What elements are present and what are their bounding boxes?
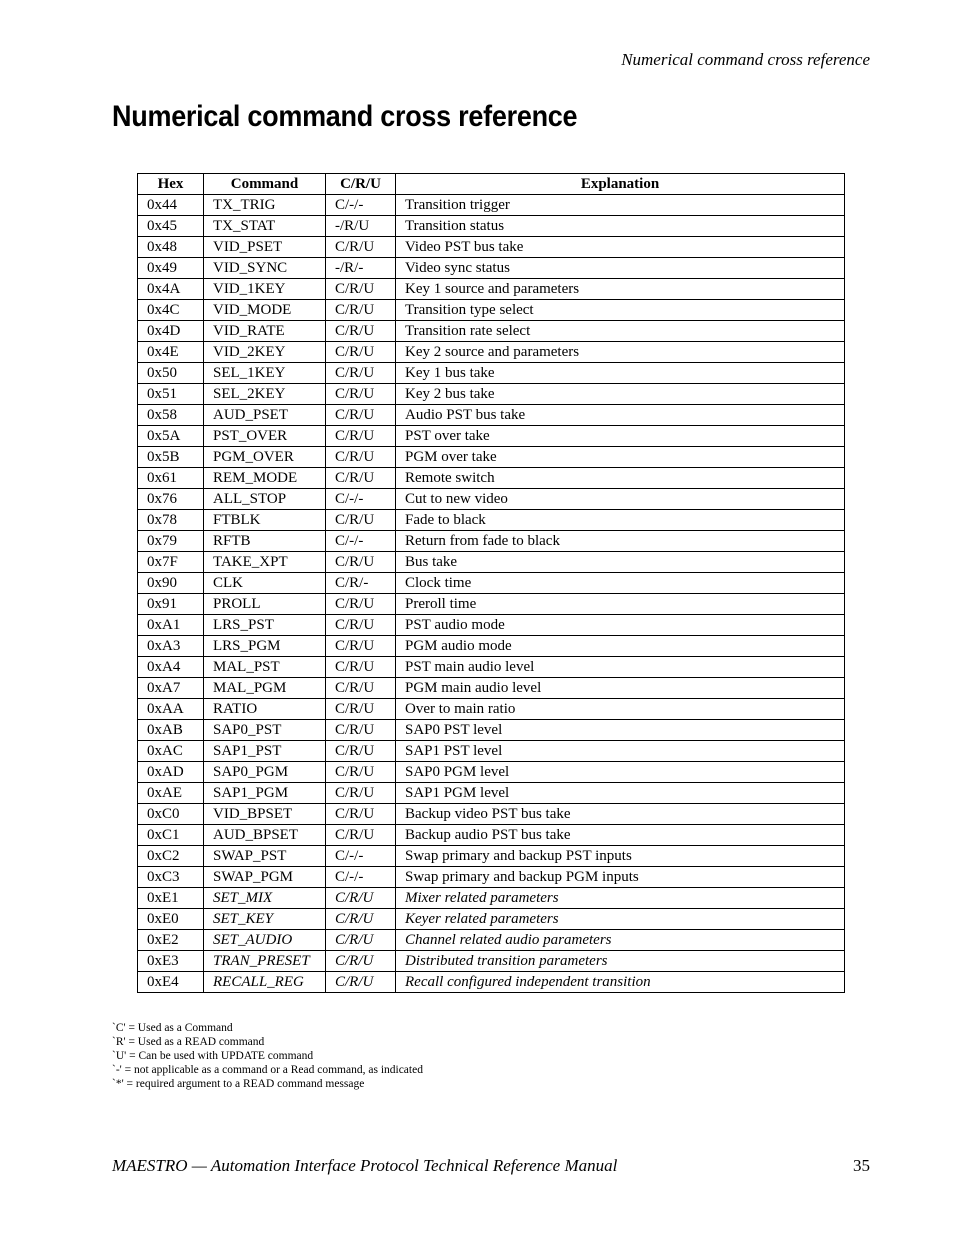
cell-command: LRS_PGM (204, 636, 326, 657)
cell-command: SEL_2KEY (204, 384, 326, 405)
cell-command: CLK (204, 573, 326, 594)
table-row (138, 279, 845, 300)
cell-hex: 0x45 (138, 216, 204, 237)
cell-hex: 0xE2 (138, 930, 204, 951)
table-row (138, 846, 845, 867)
cell-command: SWAP_PGM (204, 867, 326, 888)
table-row (138, 468, 845, 489)
cell-explanation: Key 1 bus take (396, 363, 845, 384)
legend-item: `U' = Can be used with UPDATE command (112, 1050, 314, 1062)
cell-cru: C/R/U (326, 657, 396, 678)
table-row (138, 531, 845, 552)
cell-explanation: Video PST bus take (396, 237, 845, 258)
cell-command: LRS_PST (204, 615, 326, 636)
cell-command: VID_SYNC (204, 258, 326, 279)
page-title: Numerical command cross reference (112, 100, 578, 133)
table-row (138, 552, 845, 573)
cell-command: ALL_STOP (204, 489, 326, 510)
table-row (138, 762, 845, 783)
cell-hex: 0xA3 (138, 636, 204, 657)
cell-cru: C/R/- (326, 573, 396, 594)
table-row (138, 321, 845, 342)
cell-cru: C/R/U (326, 804, 396, 825)
command-table (137, 173, 845, 993)
cell-command: VID_PSET (204, 237, 326, 258)
cell-explanation: Swap primary and backup PST inputs (396, 846, 845, 867)
footer-manual-title: MAESTRO — Automation Interface Protocol Technical Reference Manual (112, 1156, 618, 1175)
cell-cru: C/R/U (326, 342, 396, 363)
cell-command: SAP0_PGM (204, 762, 326, 783)
cell-cru: C/-/- (326, 195, 396, 216)
cell-command: FTBLK (204, 510, 326, 531)
cell-cru: C/-/- (326, 531, 396, 552)
legend (112, 1021, 423, 1091)
cell-explanation: Key 1 source and parameters (396, 279, 845, 300)
cell-hex: 0xAE (138, 783, 204, 804)
table-row (138, 384, 845, 405)
cell-explanation: Distributed transition parameters (396, 951, 845, 972)
column-header-cru: C/R/U (326, 174, 396, 195)
cell-explanation: Bus take (396, 552, 845, 573)
table-row (138, 972, 845, 993)
cell-cru: -/R/- (326, 258, 396, 279)
cell-hex: 0x5B (138, 447, 204, 468)
cell-command: PROLL (204, 594, 326, 615)
cell-cru: C/R/U (326, 741, 396, 762)
cell-cru: C/R/U (326, 279, 396, 300)
cell-hex: 0x78 (138, 510, 204, 531)
cell-cru: C/R/U (326, 321, 396, 342)
cell-cru: C/R/U (326, 426, 396, 447)
cell-cru: C/R/U (326, 510, 396, 531)
cell-explanation: PST over take (396, 426, 845, 447)
cell-hex: 0x7F (138, 552, 204, 573)
cell-command: VID_RATE (204, 321, 326, 342)
cell-command: MAL_PGM (204, 678, 326, 699)
table-row (138, 783, 845, 804)
table-row (138, 342, 845, 363)
legend-item: `*' = required argument to a READ command message (112, 1078, 365, 1090)
cell-hex: 0x51 (138, 384, 204, 405)
cell-hex: 0x79 (138, 531, 204, 552)
cell-hex: 0x4E (138, 342, 204, 363)
cell-command: TRAN_PRESET (204, 951, 326, 972)
table-row (138, 888, 845, 909)
cell-command: SAP0_PST (204, 720, 326, 741)
table-row (138, 510, 845, 531)
cell-explanation: Video sync status (396, 258, 845, 279)
cell-command: SAP1_PST (204, 741, 326, 762)
table-row (138, 909, 845, 930)
cell-command: VID_MODE (204, 300, 326, 321)
cell-hex: 0xC0 (138, 804, 204, 825)
cell-explanation: PST main audio level (396, 657, 845, 678)
cell-cru: C/R/U (326, 825, 396, 846)
cell-explanation: Keyer related parameters (396, 909, 845, 930)
cell-command: AUD_PSET (204, 405, 326, 426)
cell-explanation: Recall configured independent transition (396, 972, 845, 993)
cell-command: RECALL_REG (204, 972, 326, 993)
table-row (138, 951, 845, 972)
cell-hex: 0xA1 (138, 615, 204, 636)
table-body (138, 195, 845, 993)
cell-cru: C/R/U (326, 552, 396, 573)
cell-hex: 0xC2 (138, 846, 204, 867)
cell-cru: C/R/U (326, 636, 396, 657)
table-row (138, 426, 845, 447)
cell-cru: C/R/U (326, 720, 396, 741)
cell-cru: C/R/U (326, 762, 396, 783)
cell-cru: C/-/- (326, 867, 396, 888)
cell-cru: C/R/U (326, 447, 396, 468)
cell-cru: C/R/U (326, 930, 396, 951)
cell-hex: 0x5A (138, 426, 204, 447)
legend-item: `-' = not applicable as a command or a Read command, as indicated (112, 1064, 423, 1076)
cell-explanation: Key 2 source and parameters (396, 342, 845, 363)
table-header-row (138, 174, 845, 195)
cell-explanation: Channel related audio parameters (396, 930, 845, 951)
cell-hex: 0x76 (138, 489, 204, 510)
cell-hex: 0xC3 (138, 867, 204, 888)
cell-hex: 0xAD (138, 762, 204, 783)
cell-hex: 0x44 (138, 195, 204, 216)
cell-hex: 0x58 (138, 405, 204, 426)
legend-item: `C' = Used as a Command (112, 1022, 233, 1034)
cell-hex: 0x49 (138, 258, 204, 279)
cell-cru: -/R/U (326, 216, 396, 237)
cell-hex: 0xE4 (138, 972, 204, 993)
table-row (138, 363, 845, 384)
cell-explanation: Return from fade to black (396, 531, 845, 552)
cell-explanation: Cut to new video (396, 489, 845, 510)
cell-explanation: SAP0 PGM level (396, 762, 845, 783)
cell-hex: 0xE1 (138, 888, 204, 909)
cell-hex: 0x91 (138, 594, 204, 615)
cell-cru: C/R/U (326, 972, 396, 993)
cell-explanation: Key 2 bus take (396, 384, 845, 405)
table-row (138, 615, 845, 636)
cell-hex: 0x4A (138, 279, 204, 300)
table-row (138, 405, 845, 426)
table-row (138, 447, 845, 468)
table-row (138, 636, 845, 657)
cell-hex: 0x48 (138, 237, 204, 258)
cell-command: RATIO (204, 699, 326, 720)
cell-command: PGM_OVER (204, 447, 326, 468)
table-row (138, 741, 845, 762)
cell-command: SAP1_PGM (204, 783, 326, 804)
cell-command: SET_KEY (204, 909, 326, 930)
table-row (138, 216, 845, 237)
cell-hex: 0xE0 (138, 909, 204, 930)
cell-cru: C/R/U (326, 783, 396, 804)
cell-hex: 0xA4 (138, 657, 204, 678)
cell-command: SWAP_PST (204, 846, 326, 867)
table-row (138, 258, 845, 279)
cell-command: RFTB (204, 531, 326, 552)
cell-command: AUD_BPSET (204, 825, 326, 846)
table-row (138, 237, 845, 258)
cell-explanation: Preroll time (396, 594, 845, 615)
cell-explanation: Transition trigger (396, 195, 845, 216)
table-row (138, 573, 845, 594)
running-header: Numerical command cross reference (621, 50, 870, 69)
cell-cru: C/-/- (326, 489, 396, 510)
column-header-hex: Hex (138, 174, 204, 195)
cell-command: SEL_1KEY (204, 363, 326, 384)
cell-explanation: SAP1 PST level (396, 741, 845, 762)
cell-cru: C/R/U (326, 678, 396, 699)
cell-cru: C/R/U (326, 594, 396, 615)
table-row (138, 195, 845, 216)
table-row (138, 804, 845, 825)
cell-cru: C/R/U (326, 405, 396, 426)
cell-command: TX_TRIG (204, 195, 326, 216)
table-row (138, 678, 845, 699)
table-row (138, 699, 845, 720)
cell-cru: C/R/U (326, 363, 396, 384)
cell-command: SET_MIX (204, 888, 326, 909)
cell-explanation: Clock time (396, 573, 845, 594)
cell-cru: C/-/- (326, 846, 396, 867)
table-row (138, 594, 845, 615)
column-header-command: Command (204, 174, 326, 195)
cell-cru: C/R/U (326, 237, 396, 258)
cell-explanation: Mixer related parameters (396, 888, 845, 909)
cell-cru: C/R/U (326, 615, 396, 636)
cell-explanation: Backup video PST bus take (396, 804, 845, 825)
cell-cru: C/R/U (326, 951, 396, 972)
cell-command: VID_2KEY (204, 342, 326, 363)
cell-hex: 0x50 (138, 363, 204, 384)
table-row (138, 489, 845, 510)
cell-explanation: SAP0 PST level (396, 720, 845, 741)
cell-explanation: Over to main ratio (396, 699, 845, 720)
cell-command: VID_1KEY (204, 279, 326, 300)
cell-cru: C/R/U (326, 468, 396, 489)
cell-hex: 0xAA (138, 699, 204, 720)
cell-hex: 0x90 (138, 573, 204, 594)
cell-explanation: Remote switch (396, 468, 845, 489)
table-row (138, 657, 845, 678)
cell-cru: C/R/U (326, 888, 396, 909)
cell-cru: C/R/U (326, 384, 396, 405)
table-row (138, 930, 845, 951)
cell-hex: 0xC1 (138, 825, 204, 846)
cell-command: MAL_PST (204, 657, 326, 678)
cell-command: REM_MODE (204, 468, 326, 489)
cell-explanation: PST audio mode (396, 615, 845, 636)
cell-hex: 0xAB (138, 720, 204, 741)
cell-explanation: Swap primary and backup PGM inputs (396, 867, 845, 888)
cell-explanation: PGM main audio level (396, 678, 845, 699)
cell-command: TX_STAT (204, 216, 326, 237)
cell-cru: C/R/U (326, 909, 396, 930)
cell-hex: 0xA7 (138, 678, 204, 699)
cell-command: VID_BPSET (204, 804, 326, 825)
cell-command: SET_AUDIO (204, 930, 326, 951)
cell-explanation: PGM audio mode (396, 636, 845, 657)
table-row (138, 825, 845, 846)
cell-cru: C/R/U (326, 699, 396, 720)
cell-explanation: Transition status (396, 216, 845, 237)
cell-explanation: Backup audio PST bus take (396, 825, 845, 846)
cell-explanation: SAP1 PGM level (396, 783, 845, 804)
cell-hex: 0xAC (138, 741, 204, 762)
cell-hex: 0x4C (138, 300, 204, 321)
page-number: 35 (853, 1156, 870, 1175)
cell-hex: 0x4D (138, 321, 204, 342)
cell-cru: C/R/U (326, 300, 396, 321)
cell-explanation: Audio PST bus take (396, 405, 845, 426)
cell-explanation: Fade to black (396, 510, 845, 531)
cell-explanation: Transition rate select (396, 321, 845, 342)
cell-explanation: Transition type select (396, 300, 845, 321)
cell-explanation: PGM over take (396, 447, 845, 468)
table-row (138, 867, 845, 888)
legend-item: `R' = Used as a READ command (112, 1036, 265, 1048)
cell-command: TAKE_XPT (204, 552, 326, 573)
cell-hex: 0x61 (138, 468, 204, 489)
column-header-explanation: Explanation (396, 174, 845, 195)
table-row (138, 720, 845, 741)
table-row (138, 300, 845, 321)
cell-command: PST_OVER (204, 426, 326, 447)
cell-hex: 0xE3 (138, 951, 204, 972)
